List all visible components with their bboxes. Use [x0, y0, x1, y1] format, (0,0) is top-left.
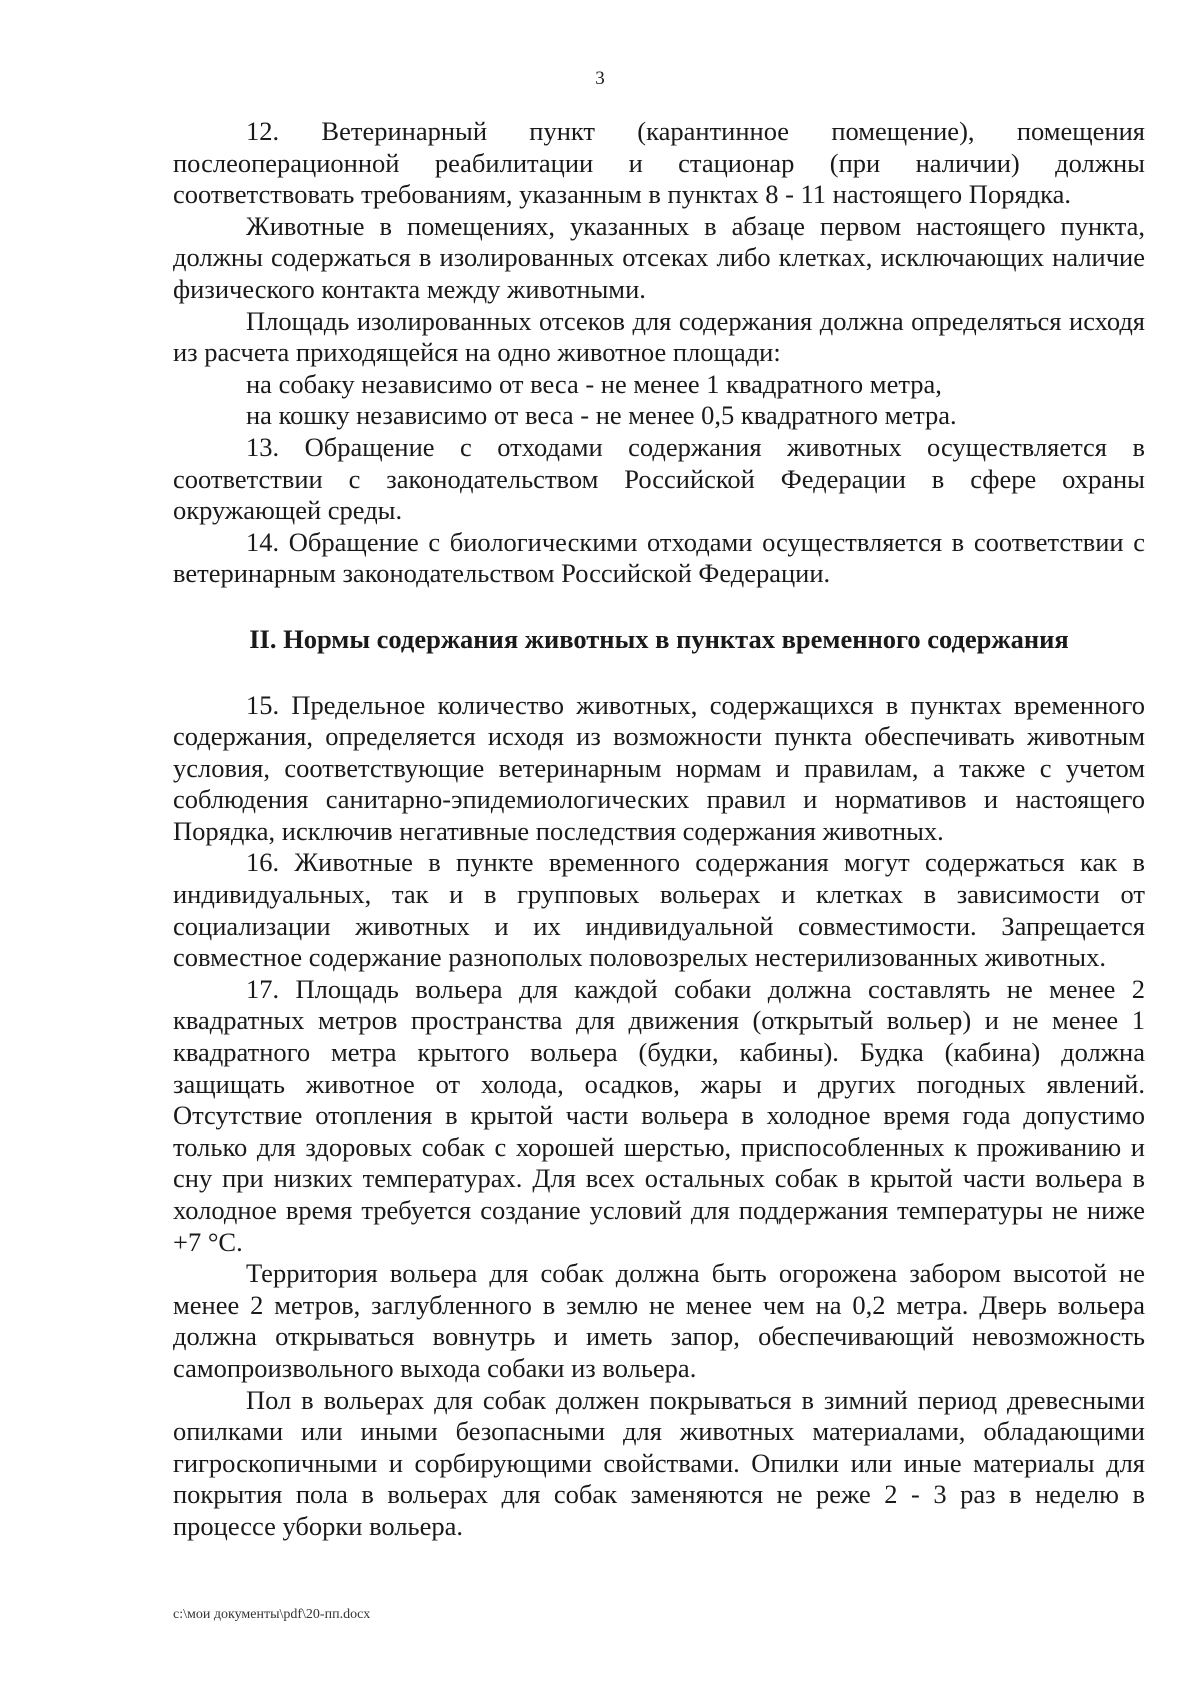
- paragraph-12-area: Площадь изолированных отсеков для содержания должна определяться исходя из расчета приходящейся на одно животное площади:: [173, 305, 1145, 368]
- paragraph-12: 12. Ветеринарный пункт (карантинное помещение), помещения послеоперационной реабилитации и стационар (при наличии) должны соответствовать требованиям, указанным в пунктах 8 - 11 настоящего Порядка.: [173, 116, 1145, 210]
- paragraph-12-cat-area: на кошку независимо от веса - не менее 0,5 квадратного метра.: [246, 400, 957, 431]
- paragraph-16: 16. Животные в пункте временного содержания могут содержаться как в индивидуальных, так и в групповых вольерах и клетках в зависимости от социализации животных и их индивидуальной совместимости. Запрещается совместное содержание разнополых половозрелых нестерилизованных животных.: [173, 847, 1145, 973]
- paragraph-14: 14. Обращение с биологическими отходами осуществляется в соответствии с ветеринарным законодательством Российской Федерации.: [173, 526, 1145, 589]
- paragraph-17-fence: Территория вольера для собак должна быть огорожена забором высотой не менее 2 метров, заглубленного в землю не менее чем на 0,2 метра. Дверь вольера должна открываться вовнутрь и иметь запор, обеспечивающий невозможность самопроизвольного выхода собаки из вольера.: [173, 1258, 1145, 1383]
- paragraph-15: 15. Предельное количество животных, содержащихся в пунктах временного содержания, определяется исходя из возможности пункта обеспечивать животным условия, соответствующие ветеринарным нормам и правилам, а также с учетом соблюдения санитарно-эпидемиологических правил и нормативов и настоящего Порядка, исключив негативные последствия содержания животных.: [173, 689, 1145, 846]
- paragraph-17: 17. Площадь вольера для каждой собаки должна составлять не менее 2 квадратных метров пространства для движения (открытый вольер) и не менее 1 квадратного метра крытого вольера (будки, кабины). Будка (кабина) должна защищать животное от холода, осадков, жары и других погодных явлений. Отсутствие отопления в крытой части вольера в холодное время года допустимо только для здоровых собак с хорошей шерстью, приспособленных к проживанию и сну при низких температурах. Для всех остальных собак в крытой части вольера в холодное время требуется создание условий для поддержания температуры не ниже +7 °С.: [173, 973, 1145, 1257]
- footer-file-path: c:\мои документы\pdf\20-пп.docx: [173, 1607, 371, 1622]
- paragraph-17-floor: Пол в вольерах для собак должен покрываться в зимний период древесными опилками или иными безопасными для животных материалами, обладающими гигроскопичными и сорбирующими свойствами. Опилки или иные материалы для покрытия пола в вольерах для собак заменяются не реже 2 - 3 раз в неделю в процессе уборки вольера.: [173, 1384, 1145, 1541]
- page-number: 3: [595, 68, 605, 89]
- section-heading: II. Нормы содержания животных в пунктах временного содержания: [249, 623, 1069, 654]
- document-body: [173, 116, 1145, 1543]
- paragraph-13: 13. Обращение с отходами содержания животных осуществляется в соответствии с законодательством Российской Федерации в сфере охраны окружающей среды.: [173, 431, 1145, 526]
- paragraph-12-animals: Животные в помещениях, указанных в абзаце первом настоящего пункта, должны содержаться в изолированных отсеках либо клетках, исключающих наличие физического контакта между животными.: [173, 210, 1145, 304]
- paragraph-12-dog-area: на собаку независимо от веса - не менее 1 квадратного метра,: [246, 368, 942, 399]
